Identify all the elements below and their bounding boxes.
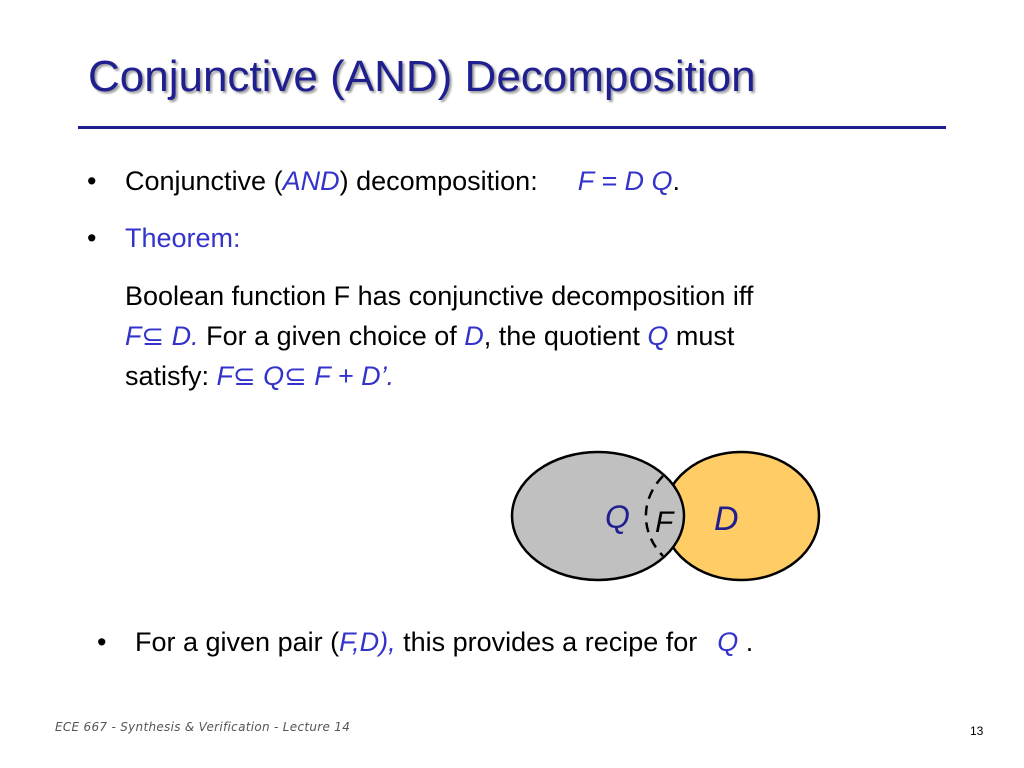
theorem-text3: must	[668, 321, 735, 351]
page-number: 13	[970, 724, 984, 738]
bullet-conjunctive	[87, 166, 680, 197]
footer-course: ECE 667 - Synthesis & Verification - Lecture 14	[55, 720, 351, 734]
theorem-statement	[125, 276, 945, 396]
bullet-dot: •	[87, 223, 97, 253]
theorem-expr: F + D’.	[306, 361, 395, 391]
title-underline	[78, 126, 946, 129]
bullet3-text-a: For a given pair (	[135, 627, 340, 657]
theorem-line-2	[125, 316, 945, 356]
theorem-line-1: Boolean function F has conjunctive decomposition iff	[125, 281, 754, 311]
subseteq-symbol: ⊆	[141, 321, 165, 351]
bullet-dot: •	[97, 627, 107, 657]
theorem-q2: Q	[255, 361, 285, 391]
theorem-f1: F	[125, 321, 142, 351]
theorem-text4: satisfy:	[125, 361, 217, 391]
theorem-q1: Q	[647, 321, 669, 351]
bullet1-text-b: ) decomposition:	[339, 166, 538, 196]
bullet-theorem	[87, 223, 241, 254]
theorem-label: Theorem:	[125, 223, 241, 253]
bullet1-text-a: Conjunctive (	[125, 166, 283, 196]
pair-fd: F,D),	[339, 627, 396, 657]
bullet3-text-b: this provides a recipe for	[395, 627, 698, 657]
theorem-f2: F	[216, 361, 234, 391]
bullet-dot: •	[87, 166, 97, 196]
bullet3-period: .	[738, 627, 754, 657]
q-label: Q	[605, 499, 630, 535]
bullet3-q: Q	[717, 627, 739, 657]
bullet1-period: .	[672, 166, 680, 196]
decomposition-formula: F = D Q	[577, 166, 673, 196]
subseteq-symbol: ⊆	[233, 361, 256, 391]
venn-diagram	[500, 445, 830, 590]
theorem-text2: , the quotient	[483, 321, 648, 351]
d-label: D	[714, 500, 739, 538]
d-set-ellipse	[663, 452, 819, 580]
subseteq-symbol: ⊆	[284, 361, 307, 391]
and-word: AND	[282, 166, 340, 196]
theorem-d2: D	[464, 321, 484, 351]
theorem-d1: D.	[164, 321, 199, 351]
bullet-recipe	[97, 627, 754, 658]
slide-title: Conjunctive (AND) Decomposition	[88, 52, 756, 101]
f-label: F	[655, 506, 674, 539]
theorem-line-3	[125, 356, 945, 396]
theorem-text1: For a given choice of	[198, 321, 465, 351]
